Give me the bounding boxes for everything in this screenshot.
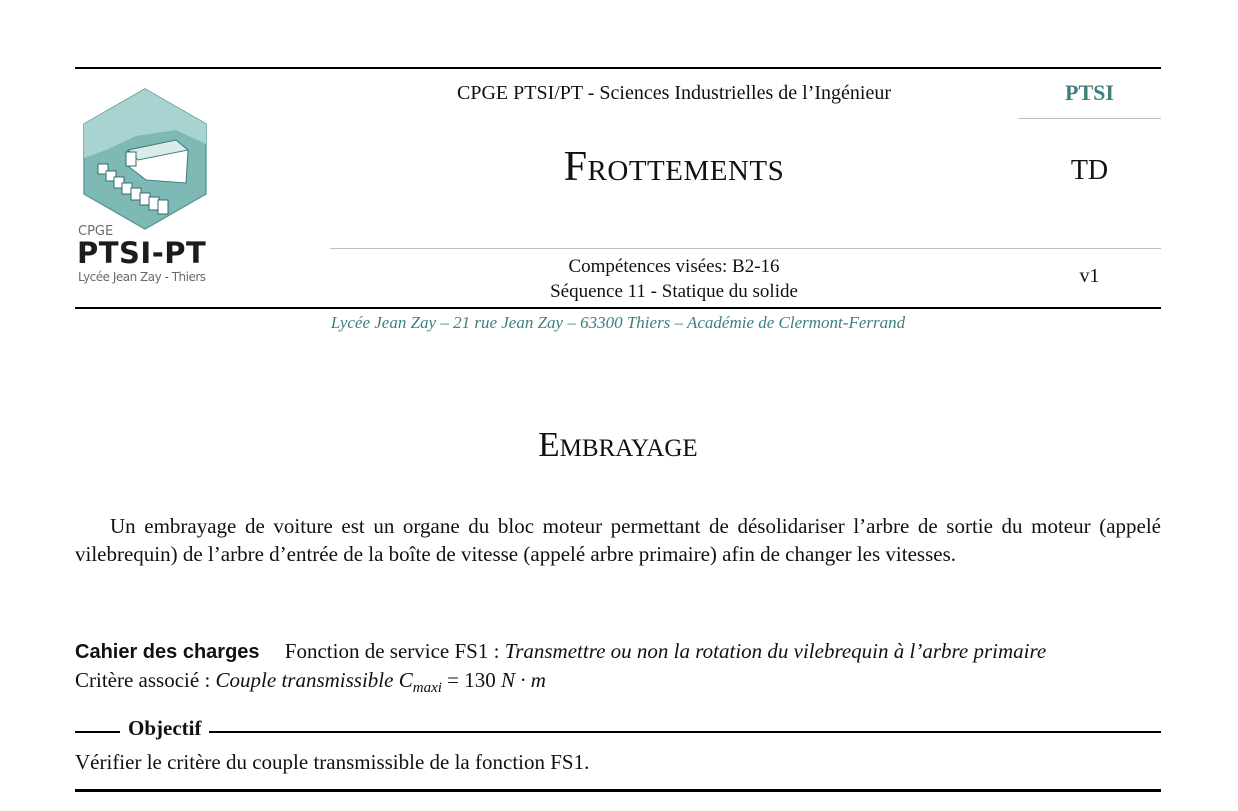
function-prefix: Fonction de service FS1 : [284, 639, 500, 663]
sequence-line: Séquence 11 - Statique du solide [550, 281, 798, 302]
function-text: Transmettre ou non la rotation du vilebrequin à l’arbre primaire [504, 639, 1047, 663]
competences-block [330, 254, 1018, 304]
objective-label: Objectif [120, 716, 209, 741]
criterion-subscript: maxi [412, 680, 442, 697]
specs-line-criterion [75, 668, 546, 697]
document-title: Frottements [563, 144, 785, 190]
class-label: PTSI [1065, 80, 1114, 105]
criterion-value: = 130 [447, 668, 496, 692]
specs-line-function [75, 639, 1161, 664]
section-title: Embrayage [538, 425, 698, 464]
header-middle-rule [330, 248, 1161, 249]
ptsi-underline [1018, 118, 1161, 119]
logo-lycee-text: Lycée Jean Zay - Thiers [78, 270, 206, 284]
header-top-rule [75, 67, 1161, 69]
school-address: Lycée Jean Zay – 21 rue Jean Zay – 63300 Thiers – Académie de Clermont-Ferrand [330, 313, 906, 332]
competences-line: Compétences visées: B2-16 [568, 256, 780, 277]
criterion-symbol: C [398, 668, 413, 692]
criterion-prefix: Critère associé : [75, 668, 211, 692]
objective-text: Vérifier le critère du couple transmissible de la fonction FS1. [75, 750, 590, 774]
criterion-text: Couple transmissible [215, 668, 394, 692]
logo-ptsi-pt-text: PTSI-PT [77, 236, 207, 270]
criterion-unit: N · m [501, 668, 546, 692]
header-bottom-rule [75, 307, 1161, 309]
course-title: CPGE PTSI/PT - Sciences Industrielles de l’Ingénieur [456, 82, 891, 104]
logo-cpge-text: CPGE [78, 224, 114, 239]
intro-paragraph: Un embrayage de voiture est un organe du bloc moteur permettant de désolidariser l’arbre de sortie du moteur (appelé vilebrequin) de l’arbre d’entrée de la boîte de vitesse (appelé arbre primaire) afin de changer les vitesses. [75, 514, 1161, 566]
version-label: v1 [1079, 265, 1100, 287]
objective-top-rule [75, 731, 1161, 733]
objective-bottom-rule [75, 789, 1161, 792]
specs-label: Cahier des charges [75, 641, 260, 663]
document-type: TD [1070, 155, 1109, 186]
